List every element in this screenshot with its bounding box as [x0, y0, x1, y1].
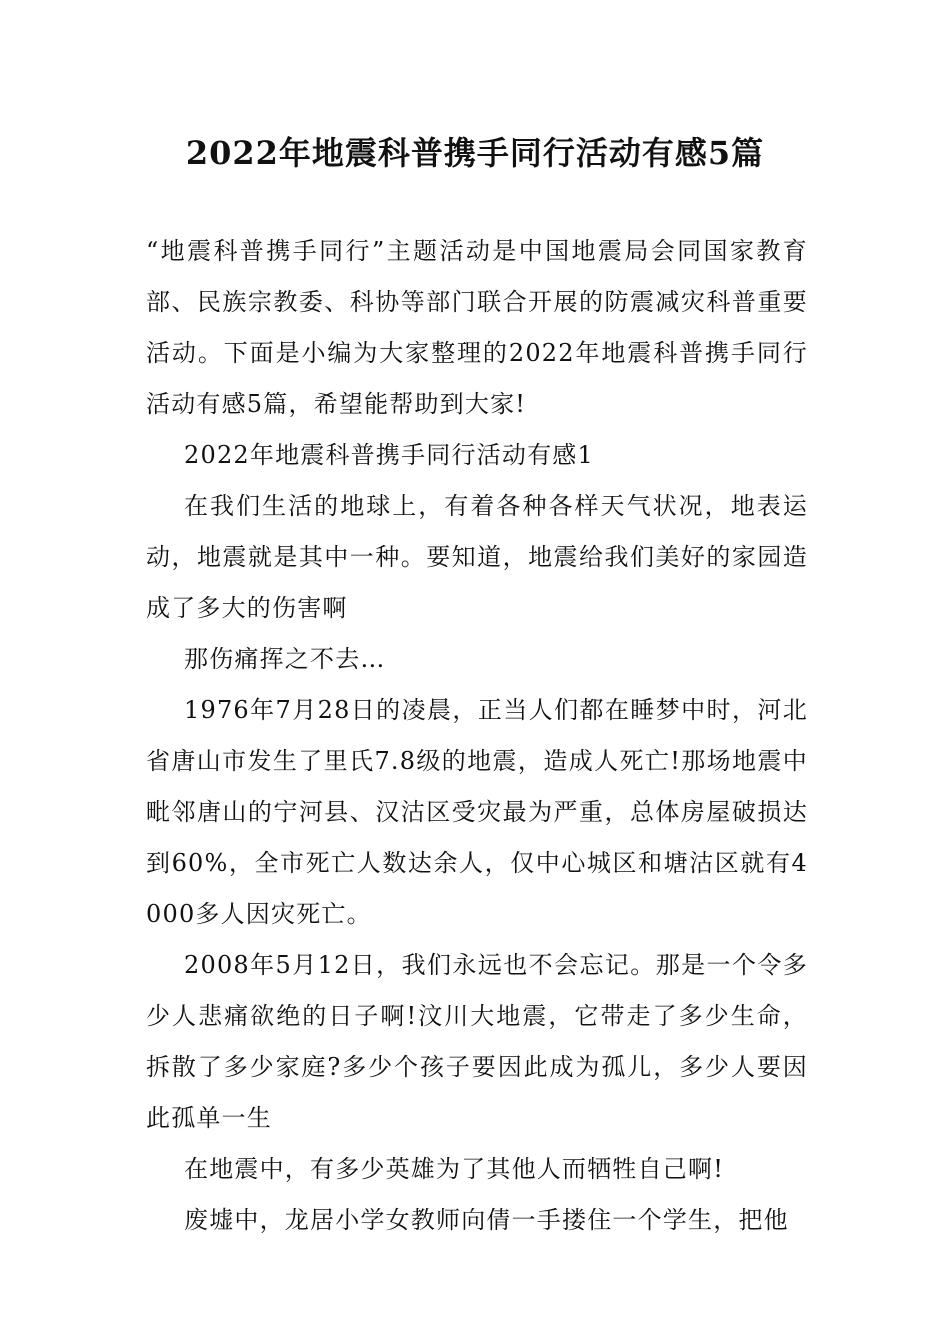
document-title: 2022年地震科普携手同行活动有感5篇 — [185, 134, 765, 172]
document-body — [146, 226, 808, 1246]
paragraph-heroes: 在地震中，有多少英雄为了其他人而牺牲自己啊! — [184, 1155, 725, 1183]
paragraph-earth-weather: 在我们生活的地球上，有着各种各样天气状况，地表运动，地震就是其中一种。要知道，地震给我们美好的家园造成了多大的伤害啊 — [146, 492, 808, 622]
paragraph-pain: 那伤痛挥之不去… — [184, 645, 386, 673]
paragraph-teacher: 废墟中，龙居小学女教师向倩一手搂住一个学生，把他 — [184, 1206, 789, 1234]
paragraph-tangshan: 1976年7月28日的凌晨，正当人们都在睡梦中时，河北省唐山市发生了里氏7.8级的地震，造成人死亡!那场地震中毗邻唐山的宁河县、汉沽区受灾最为严重，总体房屋破损达到60%，全市死亡人数达余人，仅中心城区和塘沽区就有4000多人因灾死亡。 — [146, 696, 808, 928]
paragraph-section-heading: 2022年地震科普携手同行活动有感1 — [184, 441, 594, 469]
paragraph-wenchuan: 2008年5月12日，我们永远也不会忘记。那是一个令多少人悲痛欲绝的日子啊!汶川大地震，它带走了多少生命，拆散了多少家庭?多少个孩子要因此成为孤儿，多少人要因此孤单一生 — [146, 951, 808, 1132]
paragraph-intro: “地震科普携手同行”主题活动是中国地震局会同国家教育部、民族宗教委、科协等部门联合开展的防震减灾科普重要活动。下面是小编为大家整理的2022年地震科普携手同行活动有感5篇，希望能帮助到大家! — [146, 237, 808, 418]
